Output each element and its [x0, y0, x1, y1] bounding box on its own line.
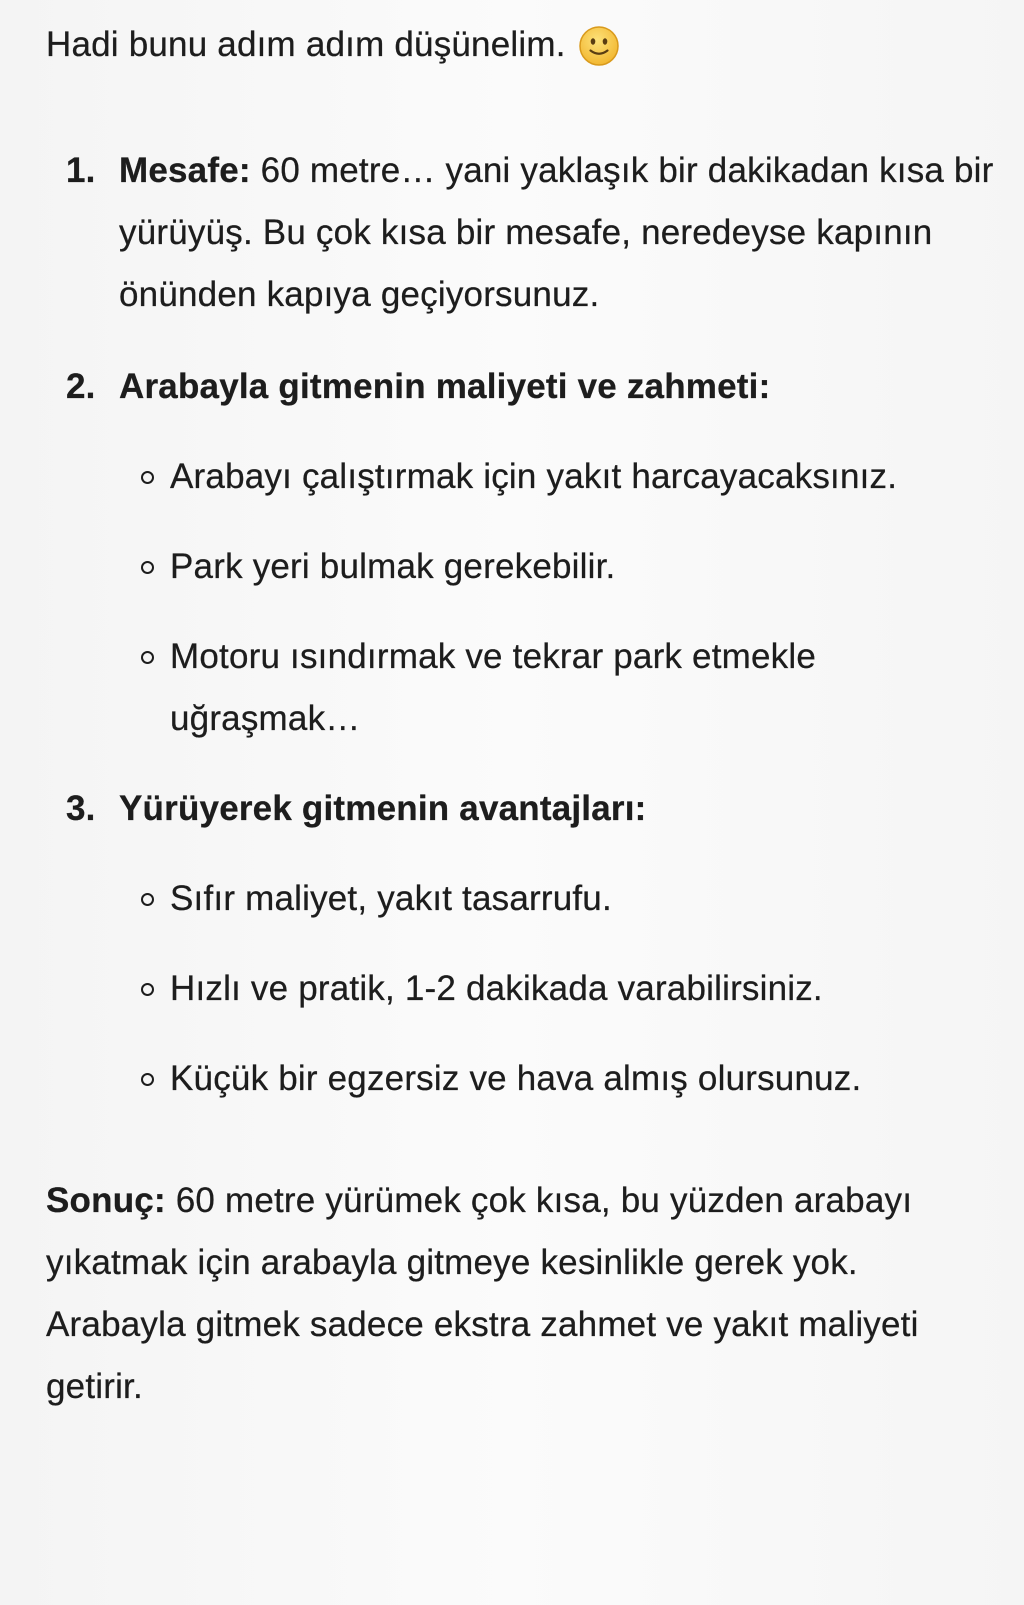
- hollow-bullet-icon: [141, 983, 154, 996]
- message-intro: [46, 14, 1006, 76]
- hollow-bullet-icon: [141, 561, 154, 574]
- step-text: 60 metre… yani yaklaşık bir dakikadan kısa bir yürüyüş. Bu çok kısa bir mesafe, neredeyse kapının önünden kapıya geçiyorsunuz.: [119, 151, 994, 314]
- step-label: Yürüyerek gitmenin avantajları:: [119, 789, 647, 828]
- sub-item: [119, 626, 1006, 750]
- hollow-bullet-icon: [141, 471, 154, 484]
- step-number: 3.: [66, 789, 96, 828]
- sub-list: [119, 446, 1006, 750]
- sub-item-text: Hızlı ve pratik, 1-2 dakikada varabilirsiniz.: [170, 969, 823, 1008]
- sub-item: [119, 868, 1006, 930]
- step-label: Mesafe:: [119, 151, 251, 190]
- sub-item-text: Arabayı çalıştırmak için yakıt harcayacaksınız.: [170, 457, 898, 496]
- step-number: 2.: [66, 367, 96, 406]
- step-number: 1.: [66, 151, 96, 190]
- step-item-car-cost: [46, 356, 1006, 750]
- slightly-smiling-face-icon: [578, 25, 620, 67]
- step-item-walking-advantages: [46, 778, 1006, 1110]
- sub-list: [119, 868, 1006, 1110]
- hollow-bullet-icon: [141, 651, 154, 664]
- conclusion-text: 60 metre yürümek çok kısa, bu yüzden arabayı yıkatmak için arabayla gitmeye kesinlikle gerek yok. Arabayla gitmek sadece ekstra zahmet ve yakıt maliyeti getirir.: [46, 1181, 919, 1406]
- step-item-distance: [46, 140, 1006, 326]
- sub-item-text: Sıfır maliyet, yakıt tasarrufu.: [170, 879, 612, 918]
- hollow-bullet-icon: [141, 1073, 154, 1086]
- sub-item: [119, 958, 1006, 1020]
- sub-item: [119, 1048, 1006, 1110]
- intro-text: Hadi bunu adım adım düşünelim.: [46, 25, 566, 64]
- sub-item-text: Motoru ısındırmak ve tekrar park etmekle uğraşmak…: [170, 637, 816, 738]
- assistant-message: [46, 14, 1006, 1418]
- steps-list: [46, 140, 1006, 1110]
- sub-item-text: Park yeri bulmak gerekebilir.: [170, 547, 616, 586]
- conclusion-label: Sonuç:: [46, 1181, 166, 1220]
- sub-item: [119, 446, 1006, 508]
- sub-item-text: Küçük bir egzersiz ve hava almış olursunuz.: [170, 1059, 862, 1098]
- sub-item: [119, 536, 1006, 598]
- step-label: Arabayla gitmenin maliyeti ve zahmeti:: [119, 367, 771, 406]
- conclusion-paragraph: [46, 1170, 956, 1418]
- hollow-bullet-icon: [141, 893, 154, 906]
